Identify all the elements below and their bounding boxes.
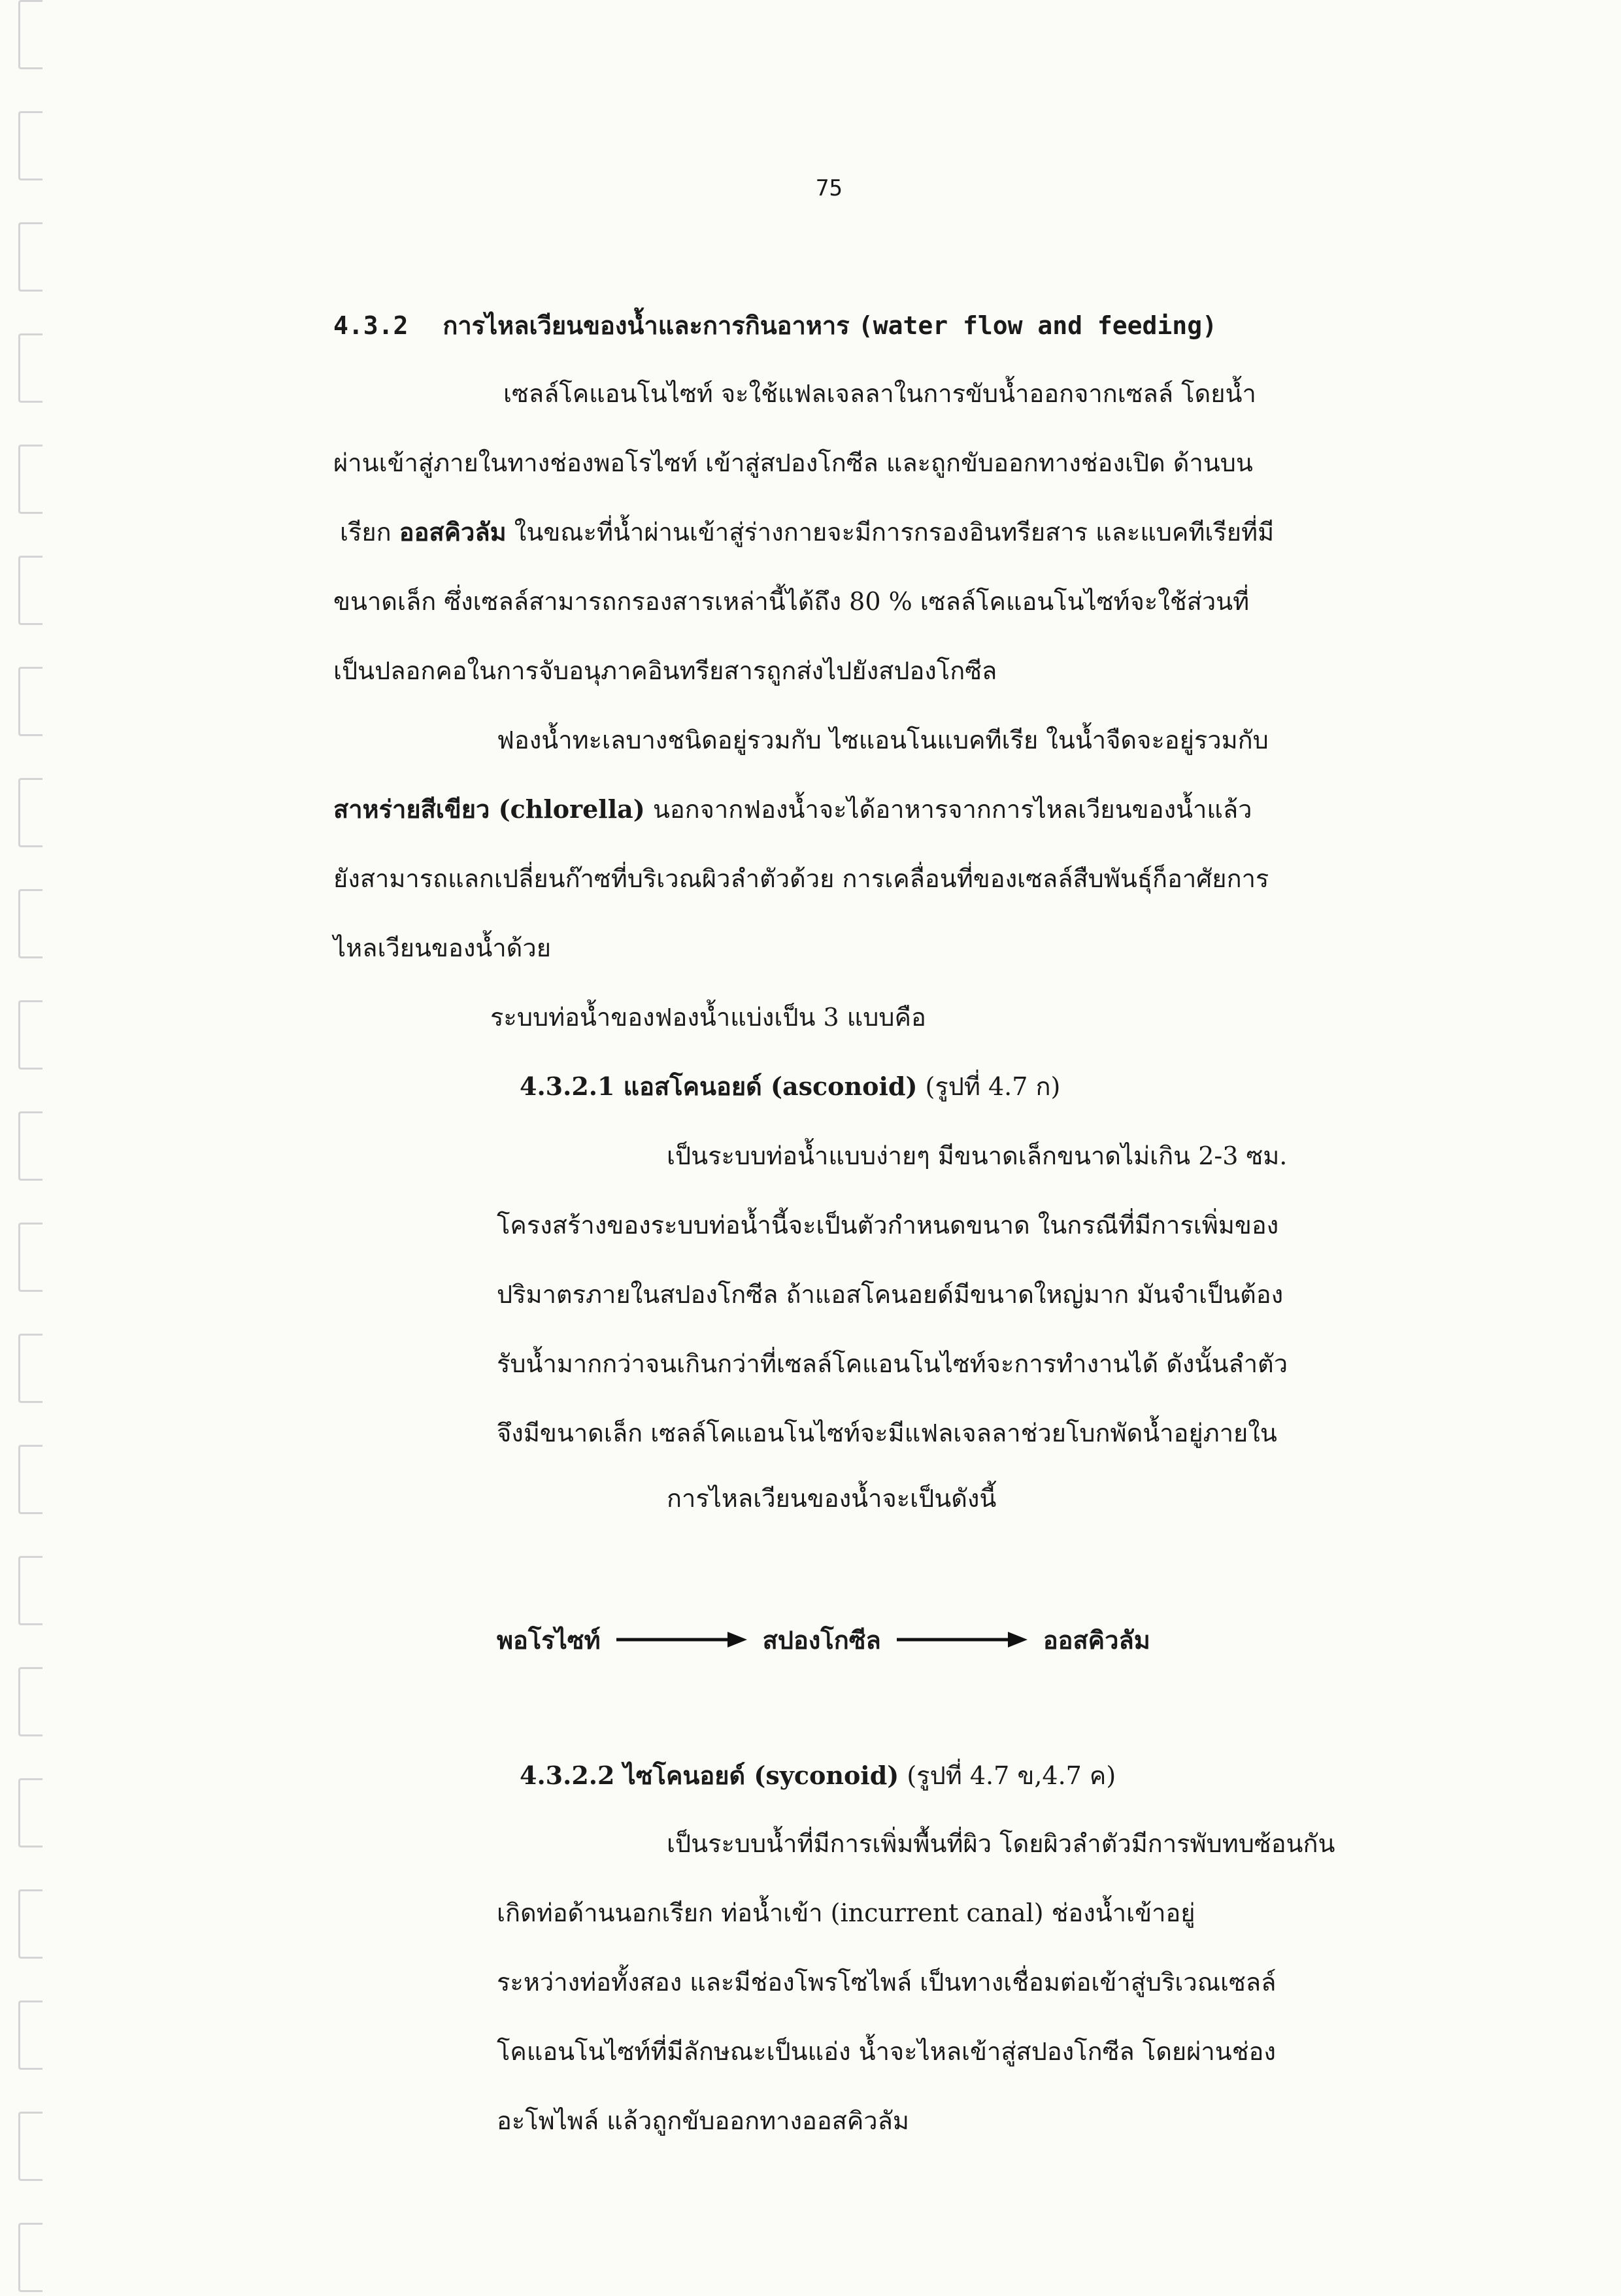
paragraph-line: ระบบท่อน้ำของฟองน้ำแบ่งเป็น 3 แบบคือ (490, 1003, 926, 1032)
paragraph-line: ผ่านเข้าสู่ภายในทางช่องพอโรไซท์ เข้าสู่สปองโกซีล และถูกขับออกทางช่องเปิด ด้านบน (333, 448, 1253, 477)
section-title-en: (water flow and feeding) (858, 311, 1217, 340)
paragraph-line: ฟองน้ำทะเลบางชนิดอยู่รวมกับ ไซแอนโนแบคทีเรีย ในน้ำจืดจะอยู่รวมกับ (497, 726, 1269, 754)
figure-reference: (รูปที่ 4.7 ก) (917, 1072, 1061, 1101)
text-run: เรียก (340, 518, 399, 547)
flow-step-porocyte: พอโรไซท์ (497, 1625, 601, 1655)
paragraph-line: เป็นปลอกคอในการจับอนุภาคอินทรียสารถูกส่งไปยังสปองโกซีล (333, 656, 997, 685)
text-run: นอกจากฟองน้ำจะได้อาหารจากการไหลเวียนของน้ำแล้ว (644, 795, 1252, 824)
paragraph-line: เซลล์โคแอนโนไซท์ จะใช้แฟลเจลลาในการขับน้ำออกจากเซลล์ โดยน้ำ (503, 379, 1256, 408)
paragraph-line (340, 515, 1274, 549)
paragraph-line: ไหลเวียนของน้ำด้วย (333, 934, 551, 962)
paragraph-line: เป็นระบบน้ำที่มีการเพิ่มพื้นที่ผิว โดยผิวลำตัวมีการพับทบซ้อนกัน (667, 1829, 1335, 1858)
paragraph-line: โคแอนโนไซท์ที่มีลักษณะเป็นแอ่ง น้ำจะไหลเข้าสู่สปองโกซีล โดยผ่านช่อง (497, 2037, 1276, 2066)
section-title-th: การไหลเวียนของน้ำและการกินอาหาร (443, 311, 850, 340)
subsection-heading (520, 1070, 1060, 1104)
term-green-algae: สาหร่ายสีเขียว (chlorella) (333, 794, 645, 824)
subsection-title: 4.3.2.1 แอสโคนอยด์ (asconoid) (520, 1072, 918, 1101)
paragraph-line: อะโพไพล์ แล้วถูกขับออกทางออสคิวลัม (497, 2106, 909, 2135)
paragraph-line: ระหว่างท่อทั้งสอง และมีช่องโพรโซไพล์ เป็นทางเชื่อมต่อเข้าสู่บริเวณเซลล์ (497, 1968, 1277, 1997)
subsection-title: 4.3.2.2 ไซโคนอยด์ (syconoid) (520, 1761, 899, 1790)
water-flow-diagram (497, 1620, 1150, 1659)
arrow-right-icon (616, 1630, 747, 1649)
section-heading (333, 309, 1217, 343)
paragraph-line: เป็นระบบท่อน้ำแบบง่ายๆ มีขนาดเล็กขนาดไม่เกิน 2-3 ซม. (667, 1141, 1288, 1170)
flow-step-spongocoel: สปองโกซีล (762, 1625, 881, 1655)
paragraph-line: ปริมาตรภายในสปองโกซีล ถ้าแอสโคนอยด์มีขนาดใหญ่มาก มันจำเป็นต้อง (497, 1280, 1284, 1309)
subsection-heading (520, 1759, 1116, 1793)
paragraph-line: ยังสามารถแลกเปลี่ยนก๊าซที่บริเวณผิวลำตัวด้วย การเคลื่อนที่ของเซลล์สืบพันธุ์ก็อาศัยการ (333, 864, 1269, 893)
paragraph-line: เกิดท่อด้านนอกเรียก ท่อน้ำเข้า (incurrent canal) ช่องน้ำเข้าอยู่ (497, 1899, 1195, 1927)
paragraph-line: จึงมีขนาดเล็ก เซลล์โคแอนโนไซท์จะมีแฟลเจลลาช่วยโบกพัดน้ำอยู่ภายใน (497, 1419, 1277, 1447)
flow-step-osculum: ออสคิวลัม (1043, 1625, 1150, 1655)
paragraph-line: ขนาดเล็ก ซึ่งเซลล์สามารถกรองสารเหล่านี้ได้ถึง 80 % เซลล์โคแอนโนไซท์จะใช้ส่วนที่ (333, 587, 1250, 616)
paragraph-line: รับน้ำมากกว่าจนเกินกว่าที่เซลล์โคแอนโนไซท์จะการทำงานได้ ดังนั้นลำตัว (497, 1349, 1288, 1378)
page-number: 75 (816, 175, 843, 201)
paragraph-line (333, 792, 1252, 826)
term-osculum: ออสคิวลัม (399, 517, 507, 547)
figure-reference: (รูปที่ 4.7 ข,4.7 ค) (899, 1761, 1116, 1790)
section-number: 4.3.2 (333, 311, 409, 340)
text-run: ในขณะที่น้ำผ่านเข้าสู่ร่างกายจะมีการกรองอินทรียสาร และแบคทีเรียที่มี (506, 518, 1275, 547)
arrow-right-icon (897, 1630, 1028, 1649)
paragraph-line: โครงสร้างของระบบท่อน้ำนี้จะเป็นตัวกำหนดขนาด ในกรณีที่มีการเพิ่มของ (497, 1211, 1279, 1240)
paragraph-line: การไหลเวียนของน้ำจะเป็นดังนี้ (667, 1484, 997, 1513)
